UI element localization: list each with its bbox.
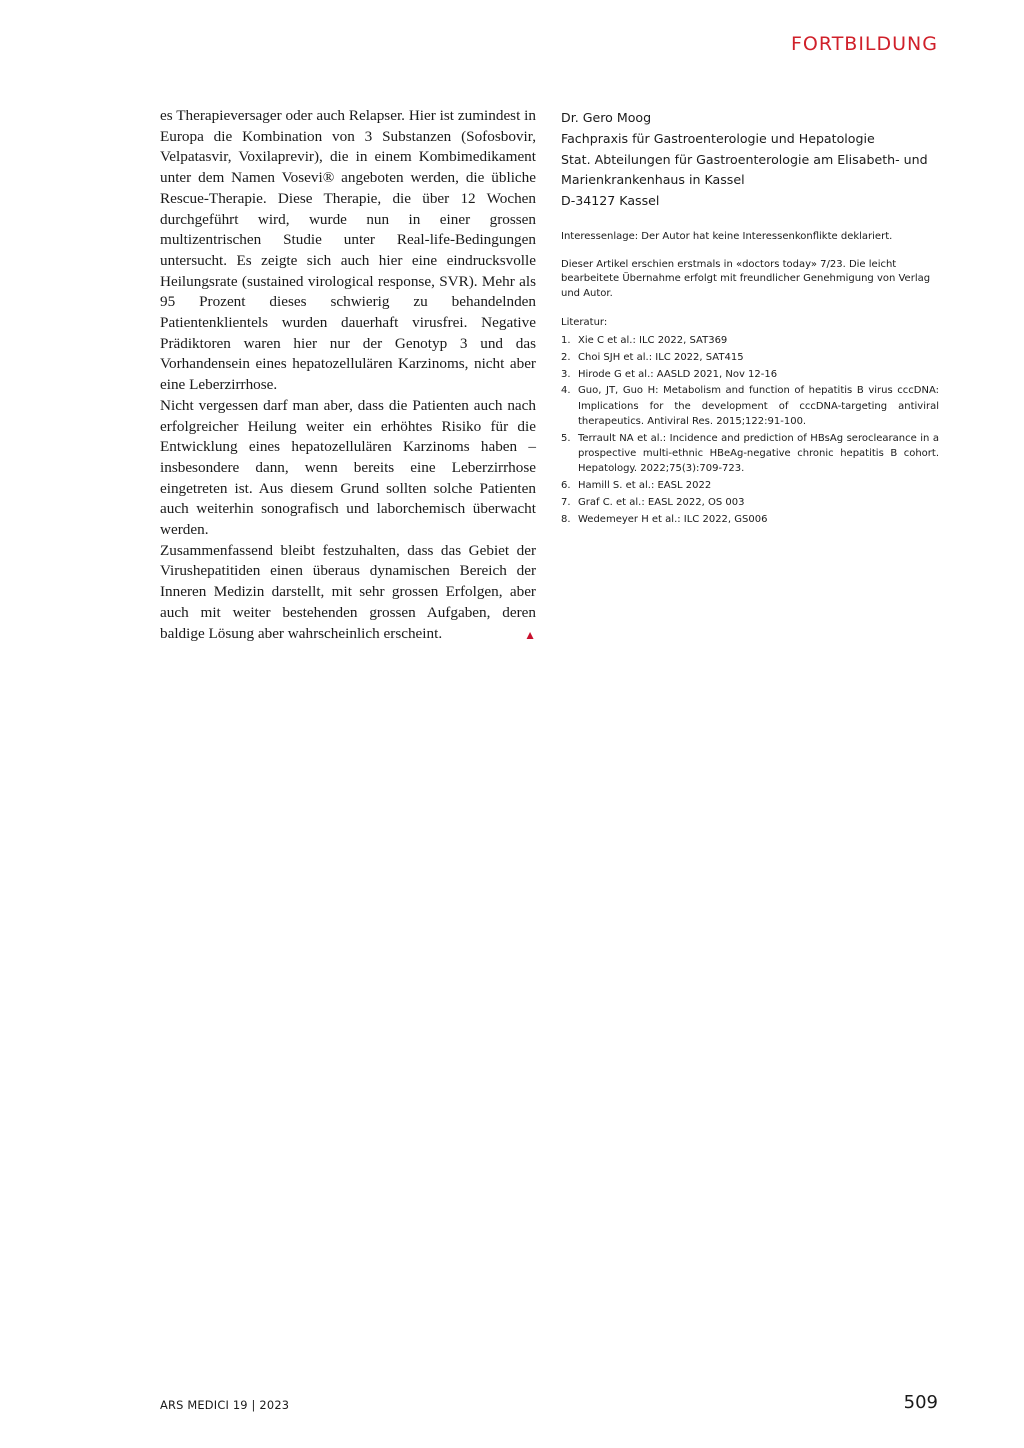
reference-list — [561, 333, 939, 527]
author-block — [561, 108, 939, 212]
conflict-note: Interessenlage: Der Autor hat keine Interessenkonflikte deklariert. — [561, 230, 893, 242]
reference-item: 3. Hirode G et al.: AASLD 2021, Nov 12-16 — [561, 368, 778, 380]
reference-item: 6. Hamill S. et al.: EASL 2022 — [561, 480, 712, 492]
section-label: FORTBILDUNG — [790, 33, 938, 55]
reference-item: 8. Wedemeyer H et al.: ILC 2022, GS006 — [561, 513, 768, 525]
author-name: Dr. Gero Moog — [561, 110, 652, 125]
paragraph: Nicht vergessen darf man aber, dass die Patienten auch nach erfolgreicher Heilung weiter ein erhöhtes Risiko für die Entwicklung eines hepatozellulären Karzinoms haben – insbesondere dann, wenn bereits eine Leberzirrhose eingetreten ist. Aus diesem Grund sollten solche Patienten auch weiterhin sonografisch und laborchemisch überwacht werden. — [160, 396, 536, 539]
paragraph-text: Zusammenfassend bleibt festzuhalten, dass das Gebiet der Virushepatitiden einen überaus dynamischen Bereich der Inneren Medizin darstellt, mit sehr grossen Erfolgen, aber auch mit weiter bestehenden grossen Aufgaben, deren baldige Lösung aber wahrscheinlich erscheint. — [160, 541, 536, 642]
literature-heading: Literatur: — [561, 317, 608, 329]
author-affiliation: Marienkrankenhaus in Kassel — [561, 172, 745, 188]
paragraph — [160, 541, 536, 645]
reference-item: 4. Guo, JT, Guo H: Metabolism and function of hepatitis B virus cccDNA: Implications for the development of cccDNA-targeting antiviral therapeutics. Antiviral Res. 2015;122:91-100. — [561, 385, 939, 427]
end-of-article-icon: ▲ — [524, 627, 536, 642]
author-affiliation: Fachpraxis für Gastroenterologie und Hepatologie — [561, 130, 875, 146]
reference-item: 5. Terrault NA et al.: Incidence and prediction of HBsAg seroclearance in a prospective multi-ethnic HBeAg-negative chronic hepatitis B cohort. Hepatology. 2022;75(3):709-723. — [561, 432, 939, 475]
reference-item: 2. Choi SJH et al.: ILC 2022, SAT415 — [561, 351, 744, 363]
sidebar — [561, 108, 939, 529]
paragraph: es Therapieversager oder auch Relapser. Hier ist zumindest in Europa die Kombination von 3 Substanzen (Sofosbovir, Velpatasvir, Voxilaprevir), die in einem Kombimedikament unter dem Namen Vosevi® angeboten werden, die übliche Rescue-Therapie. Diese Therapie, die über 12 Wochen durchgeführt wird, wurde nun in einer grossen multizentrischen Studie unter Real-life-Bedingungen untersucht. Es zeigte sich auch hier eine eindrucksvolle Heilungsrate (sustained virological response, SVR). Mehr als 95 Prozent dieses schwierig zu behandelnden Patientenklientels wurden dauerhaft virusfrei. Negative Prädiktoren waren hier nur der Genotyp 3 und das Vorhandensein eines hepatozellulären Karzinoms, nicht aber eine Leberzirrhose. — [160, 107, 536, 394]
page-number: 509 — [903, 1392, 938, 1413]
author-address: D-34127 Kassel — [561, 193, 660, 209]
author-affiliation: Stat. Abteilungen für Gastroenterologie am Elisabeth- und — [561, 151, 928, 167]
journal-footer: ARS MEDICI 19 | 2023 — [160, 1398, 290, 1412]
publication-note: Dieser Artikel erschien erstmals in «doctors today» 7/23. Die leicht bearbeitete Übernahme erfolgt mit freundlicher Genehmigung von Verlag und Autor. — [561, 258, 931, 299]
reference-item: 7. Graf C. et al.: EASL 2022, OS 003 — [561, 496, 745, 508]
reference-item: 1. Xie C et al.: ILC 2022, SAT369 — [561, 334, 728, 346]
article-body — [160, 106, 536, 645]
